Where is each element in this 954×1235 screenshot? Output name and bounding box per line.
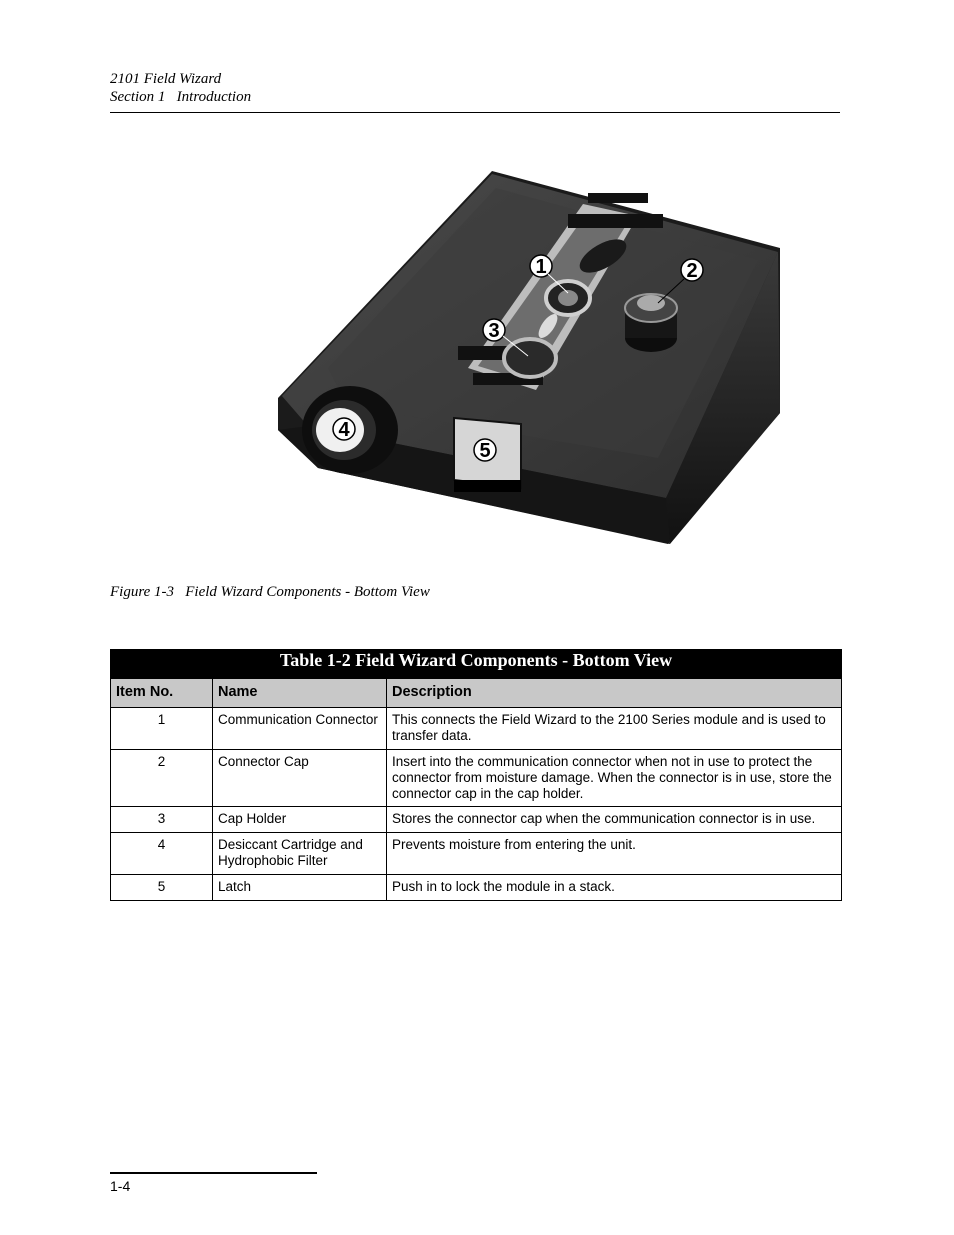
item-name: Connector Cap: [213, 750, 387, 807]
item-name: Cap Holder: [213, 807, 387, 833]
field-wizard-bottom-view-photo: [278, 168, 782, 544]
item-number: 3: [111, 807, 213, 833]
table-row: [111, 750, 842, 807]
item-name: Desiccant Cartridge and Hydrophobic Filter: [213, 833, 387, 875]
table-header-row: [111, 679, 842, 708]
item-description: Stores the connector cap when the communication connector is in use.: [387, 807, 842, 833]
callout-2: [681, 259, 703, 282]
table-title: Table 1-2 Field Wizard Components - Bottom View: [111, 650, 842, 679]
item-number: 2: [111, 750, 213, 807]
running-header: [110, 70, 251, 106]
item-name: Communication Connector: [213, 708, 387, 750]
callout-4: [333, 418, 355, 441]
svg-text:2: 2: [686, 260, 698, 282]
item-number: 1: [111, 708, 213, 750]
item-description: This connects the Field Wizard to the 2100 Series module and is used to transfer data.: [387, 708, 842, 750]
page-number: 1-4: [110, 1178, 131, 1194]
column-header-description: Description: [387, 679, 842, 708]
table-row: [111, 807, 842, 833]
item-description: Push in to lock the module in a stack.: [387, 875, 842, 901]
item-description: Prevents moisture from entering the unit.: [387, 833, 842, 875]
callout-3: [483, 319, 505, 342]
svg-text:5: 5: [479, 440, 491, 462]
components-table: [110, 649, 842, 901]
header-rule: [110, 112, 840, 113]
item-number: 4: [111, 833, 213, 875]
table-row: [111, 708, 842, 750]
table-row: [111, 833, 842, 875]
header-section: Section 1 Introduction: [110, 89, 252, 105]
callout-5: [474, 439, 496, 462]
item-description: Insert into the communication connector when not in use to protect the connector from moisture damage. When the connector is in use, store the connector cap in the cap holder.: [387, 750, 842, 807]
item-number: 5: [111, 875, 213, 901]
table-row: [111, 875, 842, 901]
svg-text:4: 4: [338, 419, 350, 441]
item-name: Latch: [213, 875, 387, 901]
column-header-item: Item No.: [111, 679, 213, 708]
header-title: 2101 Field Wizard: [110, 71, 222, 87]
column-header-name: Name: [213, 679, 387, 708]
footer-rule: [110, 1172, 317, 1174]
svg-text:3: 3: [488, 320, 500, 342]
figure-caption: Figure 1-3 Field Wizard Components - Bottom View: [110, 584, 430, 600]
table-title-row: [111, 650, 842, 679]
svg-text:1: 1: [535, 256, 547, 278]
